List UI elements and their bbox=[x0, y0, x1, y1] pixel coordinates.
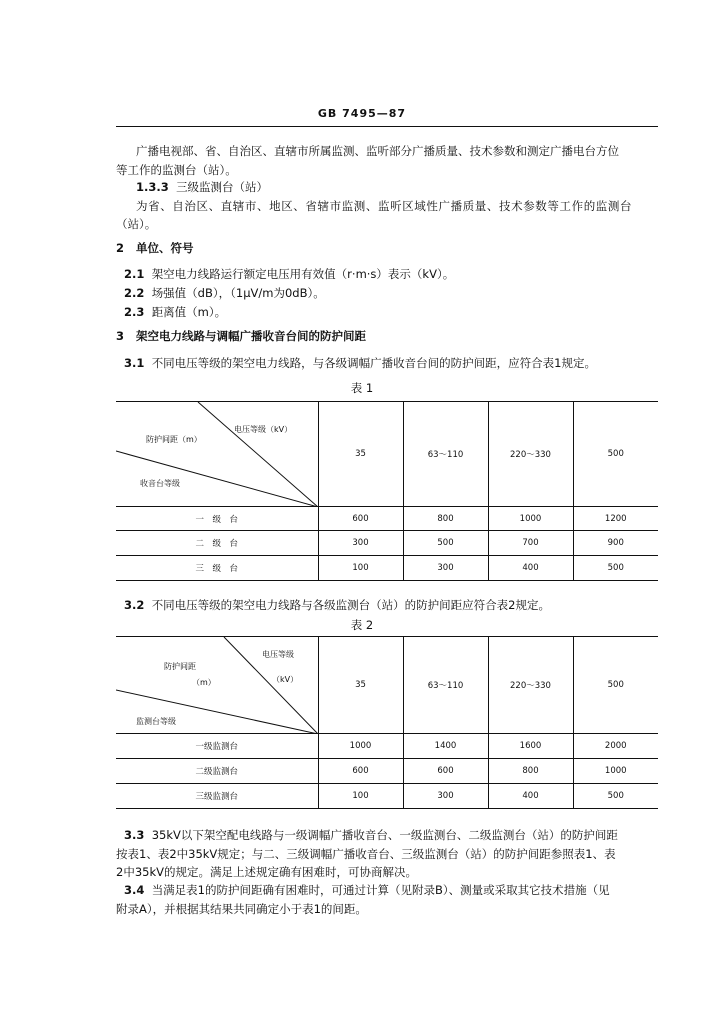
table-cell: 500 bbox=[573, 556, 658, 581]
column-header: 35 bbox=[318, 637, 403, 734]
section-number: 2 bbox=[116, 241, 125, 255]
row-label: 三 级 台 bbox=[116, 556, 318, 581]
table-cell: 600 bbox=[318, 759, 403, 784]
header-station-label: 监测台等级 bbox=[136, 717, 176, 726]
item-2-3 bbox=[124, 302, 226, 322]
table-row bbox=[116, 759, 658, 784]
item-2-2 bbox=[124, 283, 325, 303]
diagonal-lines bbox=[116, 402, 318, 507]
item-number: 2.3 bbox=[124, 305, 145, 319]
table-row bbox=[116, 556, 658, 581]
item-text: 35kV以下架空配电线路与一级调幅广播收音台、一级监测台、二级监测台（站）的防护间距 bbox=[151, 828, 618, 842]
table-row bbox=[116, 402, 658, 507]
table-row bbox=[116, 531, 658, 556]
header-rule bbox=[116, 126, 658, 127]
table-cell: 300 bbox=[403, 556, 488, 581]
table-row bbox=[116, 637, 658, 734]
table-row bbox=[116, 507, 658, 531]
item-number: 3.3 bbox=[124, 828, 145, 842]
standard-code-header: GB 7495—87 bbox=[317, 107, 407, 120]
item-number: 2.2 bbox=[124, 286, 145, 300]
table-cell: 400 bbox=[488, 784, 573, 809]
header-distance-label: 防护间距 bbox=[164, 662, 196, 671]
item-3-3-line-1 bbox=[124, 825, 618, 845]
table-row bbox=[116, 734, 658, 759]
table-cell: 1000 bbox=[573, 759, 658, 784]
item-text: 场强值（dB），（1μV/m为0dB）。 bbox=[151, 286, 325, 300]
table-cell: 700 bbox=[488, 531, 573, 556]
table-cell: 1600 bbox=[488, 734, 573, 759]
table-cell: 300 bbox=[318, 531, 403, 556]
item-3-4-line-1 bbox=[124, 880, 610, 900]
section-number: 3 bbox=[116, 329, 125, 343]
section-number: 1.3.3 bbox=[136, 180, 169, 194]
table-cell: 500 bbox=[573, 784, 658, 809]
row-label: 一 级 台 bbox=[116, 507, 318, 531]
section-3-heading bbox=[116, 326, 366, 346]
item-2-1 bbox=[124, 264, 454, 284]
section-title: 单位、符号 bbox=[136, 241, 194, 255]
para-1-3-3-line-2: （站）。 bbox=[116, 217, 157, 231]
table-cell: 1000 bbox=[488, 507, 573, 531]
section-title: 三级监测台（站） bbox=[176, 180, 269, 194]
table-row bbox=[116, 784, 658, 809]
column-header: 63～110 bbox=[403, 637, 488, 734]
column-header: 500 bbox=[573, 637, 658, 734]
table-2-caption: 表 2 bbox=[350, 618, 374, 632]
intro-line-2: 等工作的监测台（站）。 bbox=[116, 163, 237, 177]
para-1-3-3-line-1: 为省、自治区、直辖市、地区、省辖市监测、监听区域性广播质量、技术参数等工作的监测台 bbox=[136, 199, 633, 213]
table-cell: 600 bbox=[318, 507, 403, 531]
table-cell: 300 bbox=[403, 784, 488, 809]
table-cell: 500 bbox=[403, 531, 488, 556]
row-label: 二级监测台 bbox=[116, 759, 318, 784]
section-1-3-3 bbox=[136, 177, 268, 197]
table-cell: 2000 bbox=[573, 734, 658, 759]
intro-line-1: 广播电视部、省、自治区、直辖市所属监测、监听部分广播质量、技术参数和测定广播电台方位 bbox=[136, 144, 619, 158]
header-voltage-label: 电压等级（kV） bbox=[234, 425, 293, 434]
header-station-label: 收音台等级 bbox=[140, 479, 180, 488]
header-voltage-label: 电压等级 bbox=[262, 650, 294, 659]
row-label: 一级监测台 bbox=[116, 734, 318, 759]
column-header: 500 bbox=[573, 402, 658, 507]
column-header: 220～330 bbox=[488, 637, 573, 734]
table-cell: 900 bbox=[573, 531, 658, 556]
table-cell: 1000 bbox=[318, 734, 403, 759]
table-cell: 800 bbox=[403, 507, 488, 531]
item-3-4-line-2: 附录A），并根据其结果共同确定小于表1的间距。 bbox=[116, 902, 367, 916]
header-distance-unit: （m） bbox=[192, 678, 216, 687]
table-1 bbox=[116, 401, 658, 581]
table-cell: 100 bbox=[318, 784, 403, 809]
header-voltage-unit: （kV） bbox=[272, 675, 299, 684]
table-1-caption: 表 1 bbox=[350, 381, 374, 395]
table-2 bbox=[116, 636, 658, 809]
item-text: 架空电力线路运行额定电压用有效值（r·m·s）表示（kV）。 bbox=[151, 267, 455, 281]
diagonal-header-cell bbox=[116, 637, 318, 734]
column-header: 35 bbox=[318, 402, 403, 507]
column-header: 220～330 bbox=[488, 402, 573, 507]
item-number: 3.2 bbox=[124, 598, 145, 612]
item-text: 当满足表1的防护间距确有困难时，可通过计算（见附录B）、测量或采取其它技术措施（见 bbox=[151, 883, 610, 897]
table-cell: 600 bbox=[403, 759, 488, 784]
item-number: 3.1 bbox=[124, 356, 145, 370]
table-cell: 400 bbox=[488, 556, 573, 581]
item-3-2 bbox=[124, 595, 550, 615]
header-distance-label: 防护间距（m） bbox=[146, 435, 202, 444]
table-cell: 100 bbox=[318, 556, 403, 581]
diagonal-header-cell bbox=[116, 402, 318, 507]
item-3-3-line-2: 按表1、表2中35kV规定；与二、三级调幅广播收音台、三级监测台（站）的防护间距参照表1、表 bbox=[116, 847, 616, 861]
item-number: 3.4 bbox=[124, 883, 145, 897]
item-3-3-line-3: 2中35kV的规定。满足上述规定确有困难时，可协商解决。 bbox=[116, 865, 417, 879]
section-title: 架空电力线路与调幅广播收音台间的防护间距 bbox=[136, 329, 367, 343]
table-cell: 800 bbox=[488, 759, 573, 784]
item-text: 距离值（m）。 bbox=[151, 305, 227, 319]
item-number: 2.1 bbox=[124, 267, 145, 281]
item-text: 不同电压等级的架空电力线路，与各级调幅广播收音台间的防护间距，应符合表1规定。 bbox=[151, 356, 596, 370]
table-cell: 1400 bbox=[403, 734, 488, 759]
row-label: 三级监测台 bbox=[116, 784, 318, 809]
row-label: 二 级 台 bbox=[116, 531, 318, 556]
item-text: 不同电压等级的架空电力线路与各级监测台（站）的防护间距应符合表2规定。 bbox=[151, 598, 550, 612]
item-3-1 bbox=[124, 353, 596, 373]
column-header: 63～110 bbox=[403, 402, 488, 507]
table-cell: 1200 bbox=[573, 507, 658, 531]
section-2-heading bbox=[116, 238, 194, 258]
